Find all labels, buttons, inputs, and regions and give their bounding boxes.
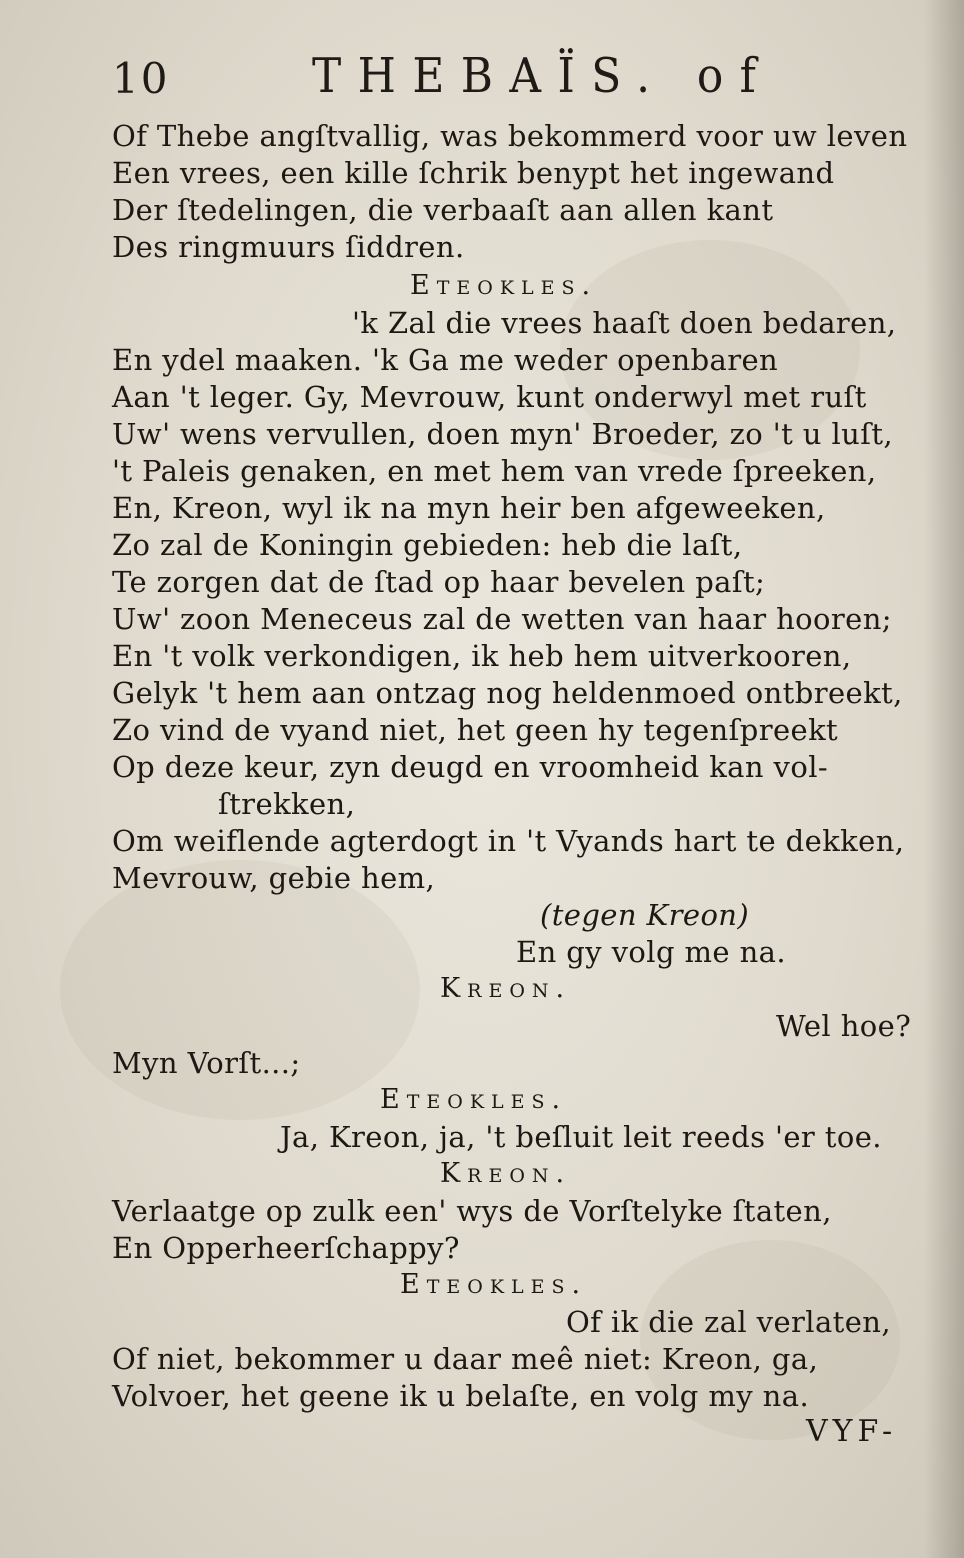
- verse-line: 'k Zal die vrees haaſt doen bedaren,: [352, 306, 897, 340]
- verse-line: En 't volk verkondigen, ik heb hem uitverkooren,: [112, 639, 852, 673]
- verse-line: Verlaatge op zulk een' wys de Vorſtelyke ſtaten,: [112, 1194, 832, 1228]
- verse-line: Of ik die zal verlaten,: [566, 1305, 891, 1339]
- page-number: 10: [112, 54, 170, 103]
- verse-line: Een vrees, een kille ſchrik benypt het ingewand: [112, 156, 835, 190]
- speaker-name: Eteokles.: [410, 270, 598, 301]
- verse-line: En ydel maaken. 'k Ga me weder openbaren: [112, 343, 779, 377]
- verse-line: 't Paleis genaken, en met hem van vrede ſpreeken,: [112, 454, 877, 488]
- verse-line: En Opperheerſchappy?: [112, 1231, 460, 1265]
- verse-line: Uw' wens vervullen, doen myn' Broeder, zo 't u luſt,: [112, 417, 894, 451]
- verse-line: ſtrekken,: [218, 787, 356, 821]
- verse-line: Myn Vorſt...;: [112, 1046, 301, 1080]
- speaker-name: Kreon.: [440, 973, 572, 1004]
- verse-line: Gelyk 't hem aan ontzag nog heldenmoed ontbreekt,: [112, 676, 903, 710]
- verse-line: Of Thebe angſtvallig, was bekommerd voor uw leven: [112, 119, 908, 153]
- verse-line: Volvoer, het geene ik u belaſte, en volg my na.: [112, 1379, 810, 1413]
- verse-line: Ja, Kreon, ja, 't beſluit leit reeds 'er toe.: [280, 1120, 882, 1154]
- verse-line: Wel hoe?: [776, 1009, 912, 1043]
- verse-line: Te zorgen dat de ſtad op haar bevelen paſt;: [112, 565, 766, 599]
- verse-line: En gy volg me na.: [516, 935, 786, 969]
- verse-line: Uw' zoon Meneceus zal de wetten van haar hooren;: [112, 602, 892, 636]
- verse-line: Der ſtedelingen, die verbaaſt aan allen kant: [112, 193, 774, 227]
- verse-line: Of niet, bekommer u daar meê niet: Kreon, ga,: [112, 1342, 819, 1376]
- catchword: VYF-: [806, 1414, 898, 1449]
- verse-line: Zo vind de vyand niet, het geen hy tegenſpreekt: [112, 713, 839, 747]
- verse-line: En, Kreon, wyl ik na myn heir ben afgeweeken,: [112, 491, 826, 525]
- speaker-name: Eteokles.: [400, 1269, 588, 1300]
- speaker-name: Eteokles.: [380, 1084, 568, 1115]
- verse-line: Zo zal de Koningin gebieden: heb die laſt,: [112, 528, 743, 562]
- verse-line: Des ringmuurs ſiddren.: [112, 230, 465, 264]
- stage-direction: (tegen Kreon): [540, 898, 750, 932]
- verse-line: Aan 't leger. Gy, Mevrouw, kunt onderwyl met ruſt: [112, 380, 867, 414]
- verse-line: Op deze keur, zyn deugd en vroomheid kan vol-: [112, 750, 829, 784]
- running-title: THEBAÏS. of: [312, 48, 773, 104]
- speaker-name: Kreon.: [440, 1158, 572, 1189]
- verse-line: Om weiflende agterdogt in 't Vyands hart te dekken,: [112, 824, 905, 858]
- verse-line: Mevrouw, gebie hem,: [112, 861, 436, 895]
